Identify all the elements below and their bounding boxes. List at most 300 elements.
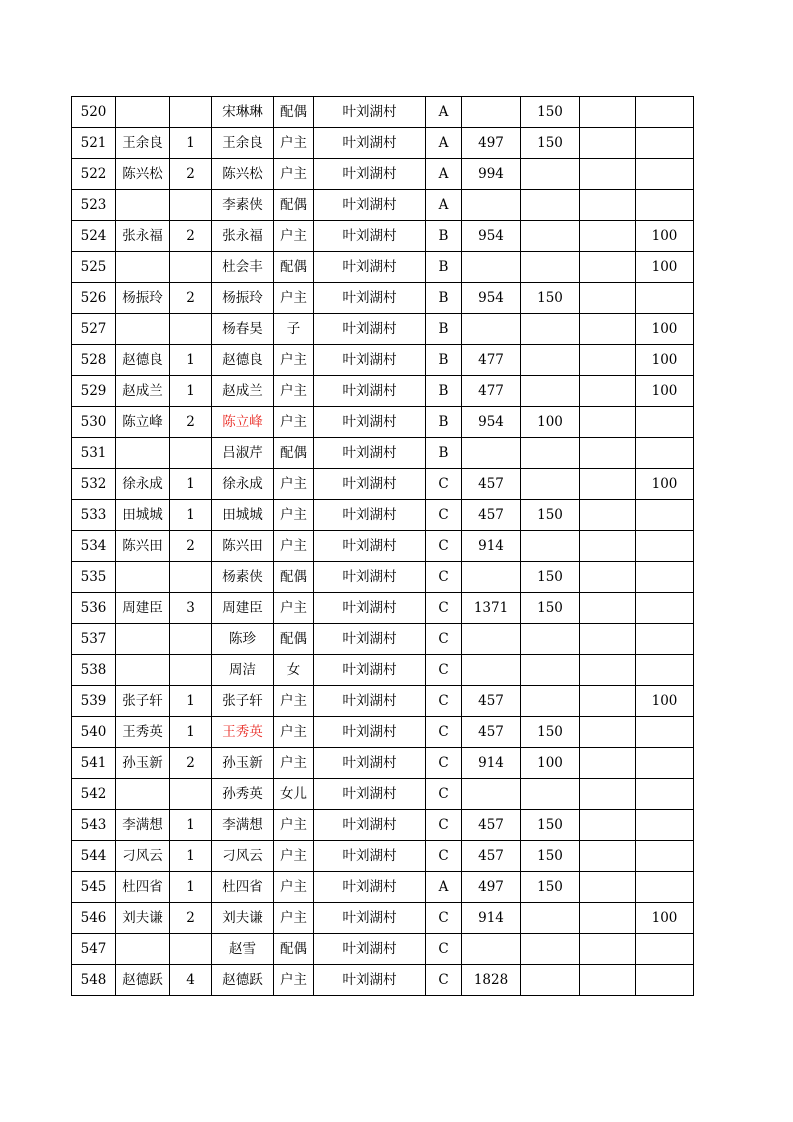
relation-cell: 户主 [274,407,314,438]
row-number-cell: 521 [72,128,116,159]
village-cell: 叶刘湖村 [314,97,426,128]
grade-cell: C [426,655,462,686]
grade-cell: C [426,748,462,779]
subsidy-100-cell [636,934,694,965]
table-row [72,190,694,221]
subsidy-100-cell [636,965,694,996]
member-name-cell: 赵雪 [212,934,274,965]
empty-cell [580,469,636,500]
relation-cell: 配偶 [274,934,314,965]
member-count-cell [170,655,212,686]
subsidy-100-cell [636,810,694,841]
member-name-cell: 陈珍 [212,624,274,655]
empty-cell [580,965,636,996]
member-name-cell: 杨春昊 [212,314,274,345]
row-number-cell: 539 [72,686,116,717]
village-cell: 叶刘湖村 [314,779,426,810]
table-row [72,686,694,717]
grade-cell: C [426,841,462,872]
amount-cell: 1371 [462,593,521,624]
household-head-cell: 王余良 [116,128,170,159]
member-count-cell [170,562,212,593]
row-number-cell: 520 [72,97,116,128]
member-name-cell: 赵德跃 [212,965,274,996]
row-number-cell: 548 [72,965,116,996]
household-head-cell [116,779,170,810]
relation-cell: 女 [274,655,314,686]
relation-cell: 户主 [274,221,314,252]
member-count-cell: 1 [170,345,212,376]
subsidy-150-cell: 150 [521,841,580,872]
member-count-cell: 2 [170,407,212,438]
subsidy-150-cell [521,376,580,407]
member-count-cell [170,934,212,965]
empty-cell [580,128,636,159]
subsidy-100-cell: 100 [636,345,694,376]
relation-cell: 女儿 [274,779,314,810]
member-name-cell: 王秀英 [212,717,274,748]
relation-cell: 户主 [274,283,314,314]
member-name-cell: 周建臣 [212,593,274,624]
subsidy-150-cell: 150 [521,283,580,314]
household-head-cell [116,655,170,686]
subsidy-150-cell [521,686,580,717]
row-number-cell: 537 [72,624,116,655]
household-head-cell: 徐永成 [116,469,170,500]
empty-cell [580,190,636,221]
table-row [72,469,694,500]
member-name-cell: 李素侠 [212,190,274,221]
row-number-cell: 545 [72,872,116,903]
subsidy-100-cell: 100 [636,903,694,934]
grade-cell: C [426,810,462,841]
member-name-cell: 杨素侠 [212,562,274,593]
member-name-cell: 田城城 [212,500,274,531]
member-count-cell: 2 [170,531,212,562]
subsidy-150-cell: 150 [521,128,580,159]
table-row [72,500,694,531]
grade-cell: A [426,159,462,190]
relation-cell: 户主 [274,748,314,779]
table-row [72,283,694,314]
table-row [72,159,694,190]
member-count-cell [170,97,212,128]
table-row [72,965,694,996]
member-count-cell: 1 [170,128,212,159]
row-number-cell: 533 [72,500,116,531]
member-count-cell: 1 [170,810,212,841]
row-number-cell: 526 [72,283,116,314]
household-head-cell: 张永福 [116,221,170,252]
grade-cell: A [426,128,462,159]
table-row [72,438,694,469]
member-name-cell: 刘夫谦 [212,903,274,934]
subsidy-100-cell [636,593,694,624]
village-cell: 叶刘湖村 [314,190,426,221]
subsidy-150-cell [521,965,580,996]
row-number-cell: 524 [72,221,116,252]
member-count-cell: 4 [170,965,212,996]
grade-cell: C [426,531,462,562]
table-row [72,872,694,903]
member-name-cell: 周洁 [212,655,274,686]
subsidy-150-cell [521,314,580,345]
subsidy-100-cell: 100 [636,469,694,500]
row-number-cell: 546 [72,903,116,934]
grade-cell: B [426,438,462,469]
village-cell: 叶刘湖村 [314,903,426,934]
empty-cell [580,376,636,407]
empty-cell [580,624,636,655]
subsidy-100-cell [636,624,694,655]
subsidy-100-cell [636,779,694,810]
empty-cell [580,283,636,314]
subsidy-100-cell: 100 [636,252,694,283]
member-name-cell: 刁风云 [212,841,274,872]
subsidy-150-cell: 150 [521,562,580,593]
member-name-cell: 陈兴松 [212,159,274,190]
village-cell: 叶刘湖村 [314,314,426,345]
member-name-cell: 徐永成 [212,469,274,500]
grade-cell: C [426,934,462,965]
amount-cell [462,252,521,283]
amount-cell: 497 [462,872,521,903]
village-cell: 叶刘湖村 [314,438,426,469]
grade-cell: A [426,190,462,221]
table-row [72,314,694,345]
subsidy-100-cell [636,841,694,872]
table-row [72,593,694,624]
subsidy-100-cell [636,655,694,686]
village-cell: 叶刘湖村 [314,128,426,159]
grade-cell: C [426,779,462,810]
grade-cell: C [426,717,462,748]
amount-cell [462,314,521,345]
relation-cell: 户主 [274,159,314,190]
relation-cell: 配偶 [274,252,314,283]
member-count-cell: 1 [170,686,212,717]
member-name-cell: 杜会丰 [212,252,274,283]
household-head-cell: 李满想 [116,810,170,841]
table-row [72,934,694,965]
household-head-cell [116,252,170,283]
row-number-cell: 525 [72,252,116,283]
amount-cell [462,438,521,469]
amount-cell [462,190,521,221]
village-cell: 叶刘湖村 [314,686,426,717]
village-cell: 叶刘湖村 [314,345,426,376]
empty-cell [580,562,636,593]
village-cell: 叶刘湖村 [314,965,426,996]
household-table [71,96,694,996]
subsidy-150-cell [521,159,580,190]
relation-cell: 户主 [274,872,314,903]
grade-cell: A [426,97,462,128]
amount-cell: 1828 [462,965,521,996]
subsidy-150-cell: 150 [521,872,580,903]
household-head-cell: 陈立峰 [116,407,170,438]
empty-cell [580,655,636,686]
member-name-cell: 杨振玲 [212,283,274,314]
subsidy-100-cell: 100 [636,314,694,345]
member-count-cell [170,624,212,655]
amount-cell: 457 [462,841,521,872]
amount-cell: 457 [462,686,521,717]
subsidy-150-cell [521,190,580,221]
village-cell: 叶刘湖村 [314,624,426,655]
grade-cell: C [426,686,462,717]
grade-cell: A [426,872,462,903]
subsidy-150-cell: 150 [521,500,580,531]
household-head-cell [116,438,170,469]
empty-cell [580,593,636,624]
member-count-cell: 1 [170,469,212,500]
subsidy-100-cell [636,500,694,531]
village-cell: 叶刘湖村 [314,717,426,748]
village-cell: 叶刘湖村 [314,748,426,779]
relation-cell: 户主 [274,531,314,562]
amount-cell: 914 [462,531,521,562]
member-name-cell: 孙玉新 [212,748,274,779]
member-name-cell: 赵德良 [212,345,274,376]
subsidy-150-cell [521,252,580,283]
table-row [72,624,694,655]
amount-cell: 477 [462,376,521,407]
empty-cell [580,531,636,562]
empty-cell [580,252,636,283]
table-row [72,97,694,128]
grade-cell: C [426,562,462,593]
subsidy-100-cell [636,407,694,438]
member-name-cell: 张永福 [212,221,274,252]
relation-cell: 配偶 [274,438,314,469]
table-row [72,779,694,810]
row-number-cell: 540 [72,717,116,748]
subsidy-150-cell: 100 [521,748,580,779]
member-name-cell: 王余良 [212,128,274,159]
relation-cell: 户主 [274,345,314,376]
row-number-cell: 547 [72,934,116,965]
subsidy-100-cell [636,283,694,314]
subsidy-100-cell: 100 [636,686,694,717]
table-row [72,655,694,686]
table-row [72,903,694,934]
household-head-cell: 刘夫谦 [116,903,170,934]
relation-cell: 户主 [274,841,314,872]
subsidy-100-cell [636,97,694,128]
village-cell: 叶刘湖村 [314,934,426,965]
village-cell: 叶刘湖村 [314,469,426,500]
member-count-cell [170,190,212,221]
member-count-cell: 2 [170,748,212,779]
village-cell: 叶刘湖村 [314,221,426,252]
relation-cell: 户主 [274,128,314,159]
relation-cell: 配偶 [274,562,314,593]
subsidy-150-cell: 150 [521,717,580,748]
table-row [72,841,694,872]
household-head-cell [116,562,170,593]
empty-cell [580,97,636,128]
household-head-cell: 赵德跃 [116,965,170,996]
grade-cell: C [426,593,462,624]
amount-cell [462,934,521,965]
grade-cell: B [426,376,462,407]
subsidy-100-cell: 100 [636,221,694,252]
grade-cell: C [426,965,462,996]
row-number-cell: 531 [72,438,116,469]
member-name-cell: 陈兴田 [212,531,274,562]
relation-cell: 户主 [274,376,314,407]
village-cell: 叶刘湖村 [314,376,426,407]
empty-cell [580,810,636,841]
household-head-cell: 张子轩 [116,686,170,717]
subsidy-150-cell [521,779,580,810]
subsidy-150-cell [521,438,580,469]
subsidy-100-cell [636,717,694,748]
row-number-cell: 544 [72,841,116,872]
village-cell: 叶刘湖村 [314,252,426,283]
subsidy-150-cell: 150 [521,810,580,841]
relation-cell: 户主 [274,903,314,934]
village-cell: 叶刘湖村 [314,283,426,314]
subsidy-150-cell [521,469,580,500]
member-count-cell: 1 [170,717,212,748]
row-number-cell: 529 [72,376,116,407]
amount-cell: 954 [462,283,521,314]
empty-cell [580,717,636,748]
relation-cell: 配偶 [274,190,314,221]
grade-cell: B [426,345,462,376]
household-head-cell: 田城城 [116,500,170,531]
amount-cell: 914 [462,748,521,779]
village-cell: 叶刘湖村 [314,562,426,593]
amount-cell: 994 [462,159,521,190]
relation-cell: 户主 [274,593,314,624]
subsidy-150-cell [521,531,580,562]
row-number-cell: 532 [72,469,116,500]
relation-cell: 户主 [274,686,314,717]
household-head-cell: 周建臣 [116,593,170,624]
empty-cell [580,841,636,872]
village-cell: 叶刘湖村 [314,655,426,686]
row-number-cell: 523 [72,190,116,221]
village-cell: 叶刘湖村 [314,593,426,624]
row-number-cell: 522 [72,159,116,190]
amount-cell [462,779,521,810]
subsidy-150-cell [521,903,580,934]
household-head-cell: 杨振玲 [116,283,170,314]
table-row [72,562,694,593]
member-name-cell: 宋琳琳 [212,97,274,128]
table-row [72,717,694,748]
relation-cell: 配偶 [274,97,314,128]
empty-cell [580,407,636,438]
grade-cell: B [426,283,462,314]
member-count-cell: 2 [170,221,212,252]
relation-cell: 户主 [274,965,314,996]
row-number-cell: 538 [72,655,116,686]
amount-cell: 497 [462,128,521,159]
subsidy-150-cell [521,624,580,655]
relation-cell: 户主 [274,717,314,748]
village-cell: 叶刘湖村 [314,810,426,841]
grade-cell: C [426,903,462,934]
amount-cell [462,624,521,655]
subsidy-150-cell: 150 [521,593,580,624]
subsidy-150-cell: 100 [521,407,580,438]
subsidy-100-cell [636,872,694,903]
subsidy-100-cell [636,562,694,593]
member-name-cell: 张子轩 [212,686,274,717]
table-row [72,345,694,376]
empty-cell [580,934,636,965]
table-row [72,221,694,252]
row-number-cell: 535 [72,562,116,593]
member-count-cell [170,314,212,345]
member-count-cell: 1 [170,500,212,531]
subsidy-100-cell [636,190,694,221]
subsidy-150-cell [521,345,580,376]
amount-cell: 477 [462,345,521,376]
village-cell: 叶刘湖村 [314,500,426,531]
member-count-cell [170,252,212,283]
subsidy-100-cell [636,159,694,190]
member-name-cell: 赵成兰 [212,376,274,407]
subsidy-150-cell [521,655,580,686]
subsidy-100-cell [636,748,694,779]
row-number-cell: 534 [72,531,116,562]
relation-cell: 户主 [274,810,314,841]
household-head-cell [116,934,170,965]
empty-cell [580,748,636,779]
subsidy-150-cell: 150 [521,97,580,128]
amount-cell: 457 [462,500,521,531]
table-row [72,376,694,407]
member-count-cell [170,779,212,810]
amount-cell [462,562,521,593]
relation-cell: 子 [274,314,314,345]
amount-cell [462,655,521,686]
village-cell: 叶刘湖村 [314,407,426,438]
grade-cell: B [426,252,462,283]
empty-cell [580,345,636,376]
member-name-cell: 孙秀英 [212,779,274,810]
empty-cell [580,159,636,190]
village-cell: 叶刘湖村 [314,531,426,562]
household-head-cell: 陈兴田 [116,531,170,562]
household-head-cell: 赵成兰 [116,376,170,407]
row-number-cell: 541 [72,748,116,779]
member-count-cell: 2 [170,159,212,190]
table-row [72,748,694,779]
empty-cell [580,686,636,717]
grade-cell: C [426,500,462,531]
table-row [72,128,694,159]
table-body [72,97,694,996]
empty-cell [580,221,636,252]
table-row [72,407,694,438]
empty-cell [580,903,636,934]
member-name-cell: 陈立峰 [212,407,274,438]
row-number-cell: 530 [72,407,116,438]
subsidy-100-cell: 100 [636,376,694,407]
household-head-cell: 王秀英 [116,717,170,748]
household-head-cell: 刁风云 [116,841,170,872]
household-head-cell: 孙玉新 [116,748,170,779]
table-row [72,531,694,562]
relation-cell: 户主 [274,500,314,531]
household-head-cell [116,314,170,345]
